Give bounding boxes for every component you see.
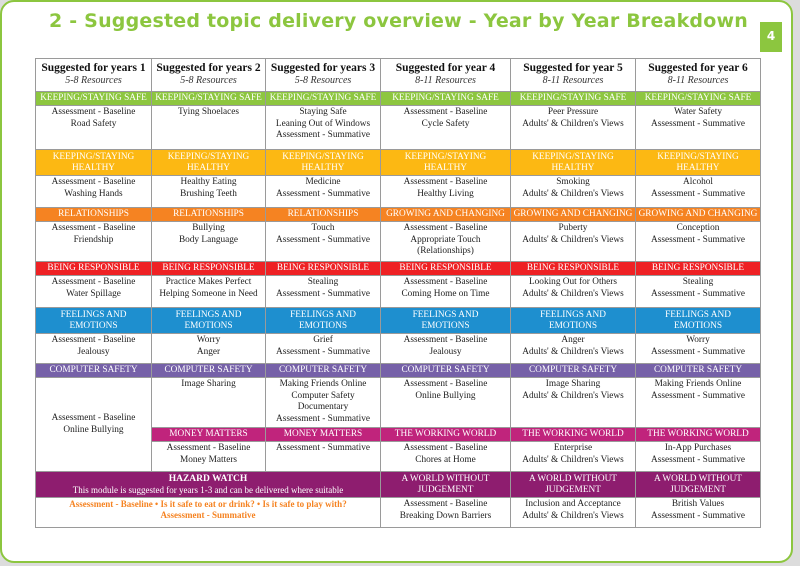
header-year-1: Suggested for years 1 5-8 Resources bbox=[36, 59, 152, 92]
band-feelings-and-emotions: FEELINGS AND EMOTIONS bbox=[266, 308, 381, 334]
cell: Alcohol Assessment - Summative bbox=[636, 176, 761, 208]
cell: Assessment - Baseline Breaking Down Barriers bbox=[381, 498, 511, 528]
cell: Enterprise Adults' & Children's Views bbox=[511, 442, 636, 472]
cell: Assessment - Baseline Coming Home on Time bbox=[381, 276, 511, 308]
header-row bbox=[36, 59, 761, 92]
band-hazard-watch: HAZARD WATCH This module is suggested for years 1-3 and can be delivered where suitable bbox=[36, 472, 381, 498]
cell: Peer Pressure Adults' & Children's Views bbox=[511, 106, 636, 150]
cell: Assessment - Baseline Water Spillage bbox=[36, 276, 152, 308]
cell: Assessment - Baseline Washing Hands bbox=[36, 176, 152, 208]
band-keeping-healthy: KEEPING/STAYING HEALTHY bbox=[381, 150, 511, 176]
band-growing-and-changing: GROWING AND CHANGING bbox=[381, 208, 511, 222]
cell: Image Sharing Adults' & Children's Views bbox=[511, 378, 636, 428]
band-relationships: RELATIONSHIPS bbox=[36, 208, 152, 222]
band-keeping-healthy: KEEPING/STAYING HEALTHY bbox=[36, 150, 152, 176]
band-row-hazard-watch bbox=[36, 472, 761, 498]
band-world-without-judgement: A WORLD WITHOUT JUDGEMENT bbox=[511, 472, 636, 498]
cell: Assessment - Baseline Jealousy bbox=[381, 334, 511, 364]
band-the-working-world: THE WORKING WORLD bbox=[511, 428, 636, 442]
cell: Staying Safe Leaning Out of Windows Assessment - Summative bbox=[266, 106, 381, 150]
band-feelings-and-emotions: FEELINGS AND EMOTIONS bbox=[381, 308, 511, 334]
band-growing-and-changing: GROWING AND CHANGING bbox=[511, 208, 636, 222]
cell: Assessment - Baseline Online Bullying bbox=[381, 378, 511, 428]
cell: Worry Assessment - Summative bbox=[636, 334, 761, 364]
page-number: 4 bbox=[760, 22, 782, 52]
band-row-being-responsible bbox=[36, 262, 761, 276]
content-row-keeping-healthy bbox=[36, 176, 761, 208]
band-world-without-judgement: A WORLD WITHOUT JUDGEMENT bbox=[381, 472, 511, 498]
content-row-keeping-safe bbox=[36, 106, 761, 150]
content-row-feelings bbox=[36, 334, 761, 364]
cell: Stealing Assessment - Summative bbox=[266, 276, 381, 308]
band-relationships: RELATIONSHIPS bbox=[152, 208, 266, 222]
band-the-working-world: THE WORKING WORLD bbox=[636, 428, 761, 442]
band-computer-safety: COMPUTER SAFETY bbox=[152, 364, 266, 378]
band-keeping-safe: KEEPING/STAYING SAFE bbox=[381, 92, 511, 106]
band-keeping-healthy: KEEPING/STAYING HEALTHY bbox=[152, 150, 266, 176]
cell: Making Friends Online Assessment - Summative bbox=[636, 378, 761, 428]
band-feelings-and-emotions: FEELINGS AND EMOTIONS bbox=[636, 308, 761, 334]
cell: Assessment - Baseline Jealousy bbox=[36, 334, 152, 364]
band-being-responsible: BEING RESPONSIBLE bbox=[636, 262, 761, 276]
cell: Assessment - Baseline Online Bullying bbox=[36, 378, 152, 472]
band-being-responsible: BEING RESPONSIBLE bbox=[511, 262, 636, 276]
band-keeping-safe: KEEPING/STAYING SAFE bbox=[152, 92, 266, 106]
band-keeping-healthy: KEEPING/STAYING HEALTHY bbox=[636, 150, 761, 176]
band-being-responsible: BEING RESPONSIBLE bbox=[152, 262, 266, 276]
band-feelings-and-emotions: FEELINGS AND EMOTIONS bbox=[511, 308, 636, 334]
page-title: 2 - Suggested topic delivery overview - Year by Year Breakdown bbox=[49, 10, 748, 32]
cell: Smoking Adults' & Children's Views bbox=[511, 176, 636, 208]
content-row-being-responsible bbox=[36, 276, 761, 308]
cell: Image Sharing bbox=[152, 378, 266, 428]
header-year-3: Suggested for years 3 5-8 Resources bbox=[266, 59, 381, 92]
content-row-computer-safety bbox=[36, 378, 761, 428]
band-being-responsible: BEING RESPONSIBLE bbox=[36, 262, 152, 276]
content-row-hazard-watch bbox=[36, 498, 761, 528]
band-world-without-judgement: A WORLD WITHOUT JUDGEMENT bbox=[636, 472, 761, 498]
band-feelings-and-emotions: FEELINGS AND EMOTIONS bbox=[152, 308, 266, 334]
cell: Stealing Assessment - Summative bbox=[636, 276, 761, 308]
band-relationships: RELATIONSHIPS bbox=[266, 208, 381, 222]
cell: Making Friends Online Computer Safety Documentary Assessment - Summative bbox=[266, 378, 381, 428]
content-row-relationships bbox=[36, 222, 761, 262]
cell: Assessment - Baseline Friendship bbox=[36, 222, 152, 262]
band-money-matters: MONEY MATTERS bbox=[152, 428, 266, 442]
cell: Assessment - Summative bbox=[266, 442, 381, 472]
cell: Anger Adults' & Children's Views bbox=[511, 334, 636, 364]
band-row-computer-safety bbox=[36, 364, 761, 378]
band-keeping-safe: KEEPING/STAYING SAFE bbox=[636, 92, 761, 106]
cell: Tying Shoelaces bbox=[152, 106, 266, 150]
cell: Practice Makes Perfect Helping Someone in Need bbox=[152, 276, 266, 308]
band-computer-safety: COMPUTER SAFETY bbox=[266, 364, 381, 378]
band-money-matters: MONEY MATTERS bbox=[266, 428, 381, 442]
hazard-watch-cell: Assessment - Baseline • Is it safe to eat or drink? • Is it safe to play with? Assessment - Summative bbox=[36, 498, 381, 528]
cell: Bullying Body Language bbox=[152, 222, 266, 262]
band-row-keeping-healthy bbox=[36, 150, 761, 176]
cell: Medicine Assessment - Summative bbox=[266, 176, 381, 208]
cell: Grief Assessment - Summative bbox=[266, 334, 381, 364]
band-row-keeping-safe bbox=[36, 92, 761, 106]
cell: Healthy Eating Brushing Teeth bbox=[152, 176, 266, 208]
header-year-6: Suggested for year 6 8-11 Resources bbox=[636, 59, 761, 92]
cell: Looking Out for Others Adults' & Children's Views bbox=[511, 276, 636, 308]
cell: Touch Assessment - Summative bbox=[266, 222, 381, 262]
band-computer-safety: COMPUTER SAFETY bbox=[636, 364, 761, 378]
cell: Assessment - Baseline Money Matters bbox=[152, 442, 266, 472]
band-keeping-safe: KEEPING/STAYING SAFE bbox=[36, 92, 152, 106]
cell: Worry Anger bbox=[152, 334, 266, 364]
band-being-responsible: BEING RESPONSIBLE bbox=[266, 262, 381, 276]
topic-table bbox=[35, 58, 761, 528]
band-keeping-healthy: KEEPING/STAYING HEALTHY bbox=[266, 150, 381, 176]
band-growing-and-changing: GROWING AND CHANGING bbox=[636, 208, 761, 222]
band-keeping-safe: KEEPING/STAYING SAFE bbox=[511, 92, 636, 106]
band-computer-safety: COMPUTER SAFETY bbox=[36, 364, 152, 378]
cell: British Values Assessment - Summative bbox=[636, 498, 761, 528]
cell: In-App Purchases Assessment - Summative bbox=[636, 442, 761, 472]
band-row-feelings bbox=[36, 308, 761, 334]
cell: Assessment - Baseline Chores at Home bbox=[381, 442, 511, 472]
band-computer-safety: COMPUTER SAFETY bbox=[511, 364, 636, 378]
header-year-2: Suggested for years 2 5-8 Resources bbox=[152, 59, 266, 92]
band-keeping-healthy: KEEPING/STAYING HEALTHY bbox=[511, 150, 636, 176]
band-computer-safety: COMPUTER SAFETY bbox=[381, 364, 511, 378]
band-the-working-world: THE WORKING WORLD bbox=[381, 428, 511, 442]
band-being-responsible: BEING RESPONSIBLE bbox=[381, 262, 511, 276]
header-year-5: Suggested for year 5 8-11 Resources bbox=[511, 59, 636, 92]
header-year-4: Suggested for year 4 8-11 Resources bbox=[381, 59, 511, 92]
cell: Assessment - Baseline Road Safety bbox=[36, 106, 152, 150]
cell: Inclusion and Acceptance Adults' & Children's Views bbox=[511, 498, 636, 528]
cell: Assessment - Baseline Healthy Living bbox=[381, 176, 511, 208]
band-feelings-and-emotions: FEELINGS AND EMOTIONS bbox=[36, 308, 152, 334]
cell: Puberty Adults' & Children's Views bbox=[511, 222, 636, 262]
band-row-relationships bbox=[36, 208, 761, 222]
band-keeping-safe: KEEPING/STAYING SAFE bbox=[266, 92, 381, 106]
cell: Assessment - Baseline Cycle Safety bbox=[381, 106, 511, 150]
cell: Assessment - Baseline Appropriate Touch (Relationships) bbox=[381, 222, 511, 262]
cell: Water Safety Assessment - Summative bbox=[636, 106, 761, 150]
cell: Conception Assessment - Summative bbox=[636, 222, 761, 262]
